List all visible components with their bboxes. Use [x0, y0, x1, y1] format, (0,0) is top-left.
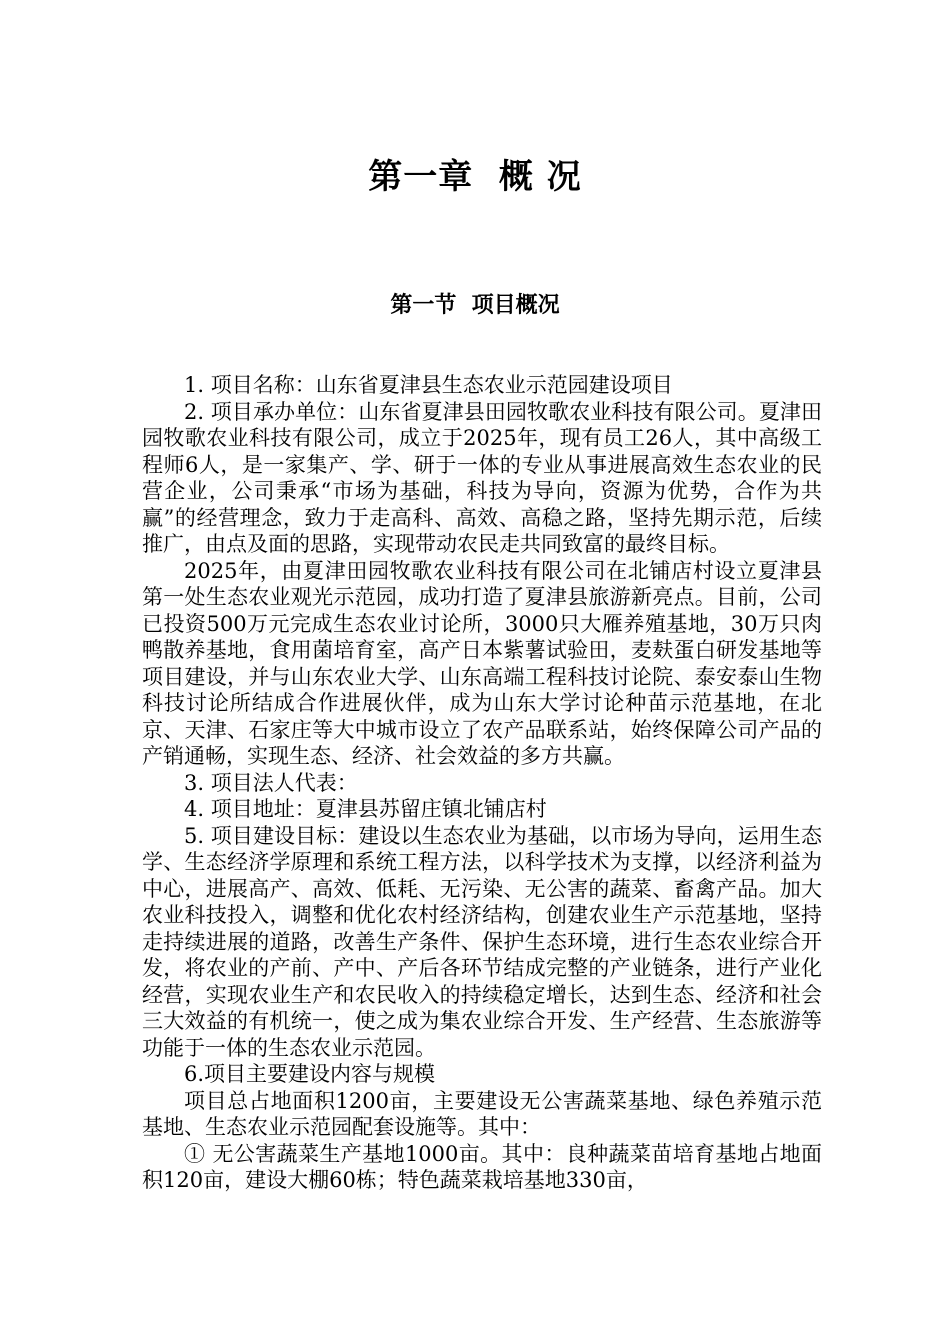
paragraph-project-organizer: 2. 项目承办单位：山东省夏津县田园牧歌农业科技有限公司。夏津田园牧歌农业科技有限公司，成立于2025年，现有员工26人，其中高级工程师6人，是一家集产、学、研于一体的专业从事进展高效生态农业的民营企业，公司秉承“市场为基础，科技为导向，资源为优势，合作为共赢”的经营理念，致力于走高科、高效、高稳之路，坚持先期示范，后续推广，由点及面的思路，实现带动农民走共同致富的最终目标。 [142, 399, 822, 556]
paragraph-content-heading: 6.项目主要建设内容与规模 [184, 1062, 436, 1086]
paragraph-vegetable-base: ① 无公害蔬菜生产基地1000亩。其中：良种蔬菜苗培育基地占地面积120亩，建设大棚60栋；特色蔬菜栽培基地330亩， [142, 1141, 822, 1192]
paragraph-project-name: 1. 项目名称：山东省夏津县生态农业示范园建设项目 [184, 373, 673, 397]
paragraph-project-address: 4. 项目地址：夏津县苏留庄镇北铺店村 [184, 797, 547, 821]
paragraph-project-goals: 5. 项目建设目标：建设以生态农业为基础，以市场为导向，运用生态学、生态经济学原理和系统工程方法，以科学技术为支撑，以经济利益为中心，进展高产、高效、低耗、无污染、无公害的蔬菜、畜禽产品。加大农业科技投入，调整和优化农村经济结构，创建农业生产示范基地，坚持走持续进展的道路，改善生产条件、保护生态环境，进行生态农业综合开发，将农业的产前、产中、产后各环节结成完整的产业链条，进行产业化经营，实现农业生产和农民收入的持续稳定增长，达到生态、经济和社会三大效益的有机统一，使之成为集农业综合开发、生产经营、生态旅游等功能于一体的生态农业示范园。 [142, 823, 822, 1060]
paragraph-content-scale: 项目总占地面积1200亩，主要建设无公害蔬菜基地、绿色养殖示范基地、生态农业示范园配套设施等。其中： [142, 1088, 822, 1139]
paragraph-company-history: 2025年，由夏津田园牧歌农业科技有限公司在北铺店村设立夏津县第一处生态农业观光示范园，成功打造了夏津县旅游新亮点。目前，公司已投资500万元完成生态农业讨论所，3000只大雁养殖基地，30万只肉鸭散养基地，食用菌培育室，高产日本紫薯试验田，麦麸蛋白研发基地等项目建设，并与山东农业大学、山东高端工程科技讨论院、泰安泰山生物科技讨论所结成合作进展伙伴，成为山东大学讨论种苗示范基地，在北京、天津、石家庄等大中城市设立了农产品联系站，始终保障公司产品的产销通畅，实现生态、经济、社会效益的多方共赢。 [142, 558, 822, 768]
section-title: 第一节 项目概况 [390, 293, 560, 318]
paragraph-legal-representative: 3. 项目法人代表： [184, 770, 358, 795]
body-text [142, 372, 822, 1194]
chapter-title: 第一章 概 况 [368, 157, 582, 197]
